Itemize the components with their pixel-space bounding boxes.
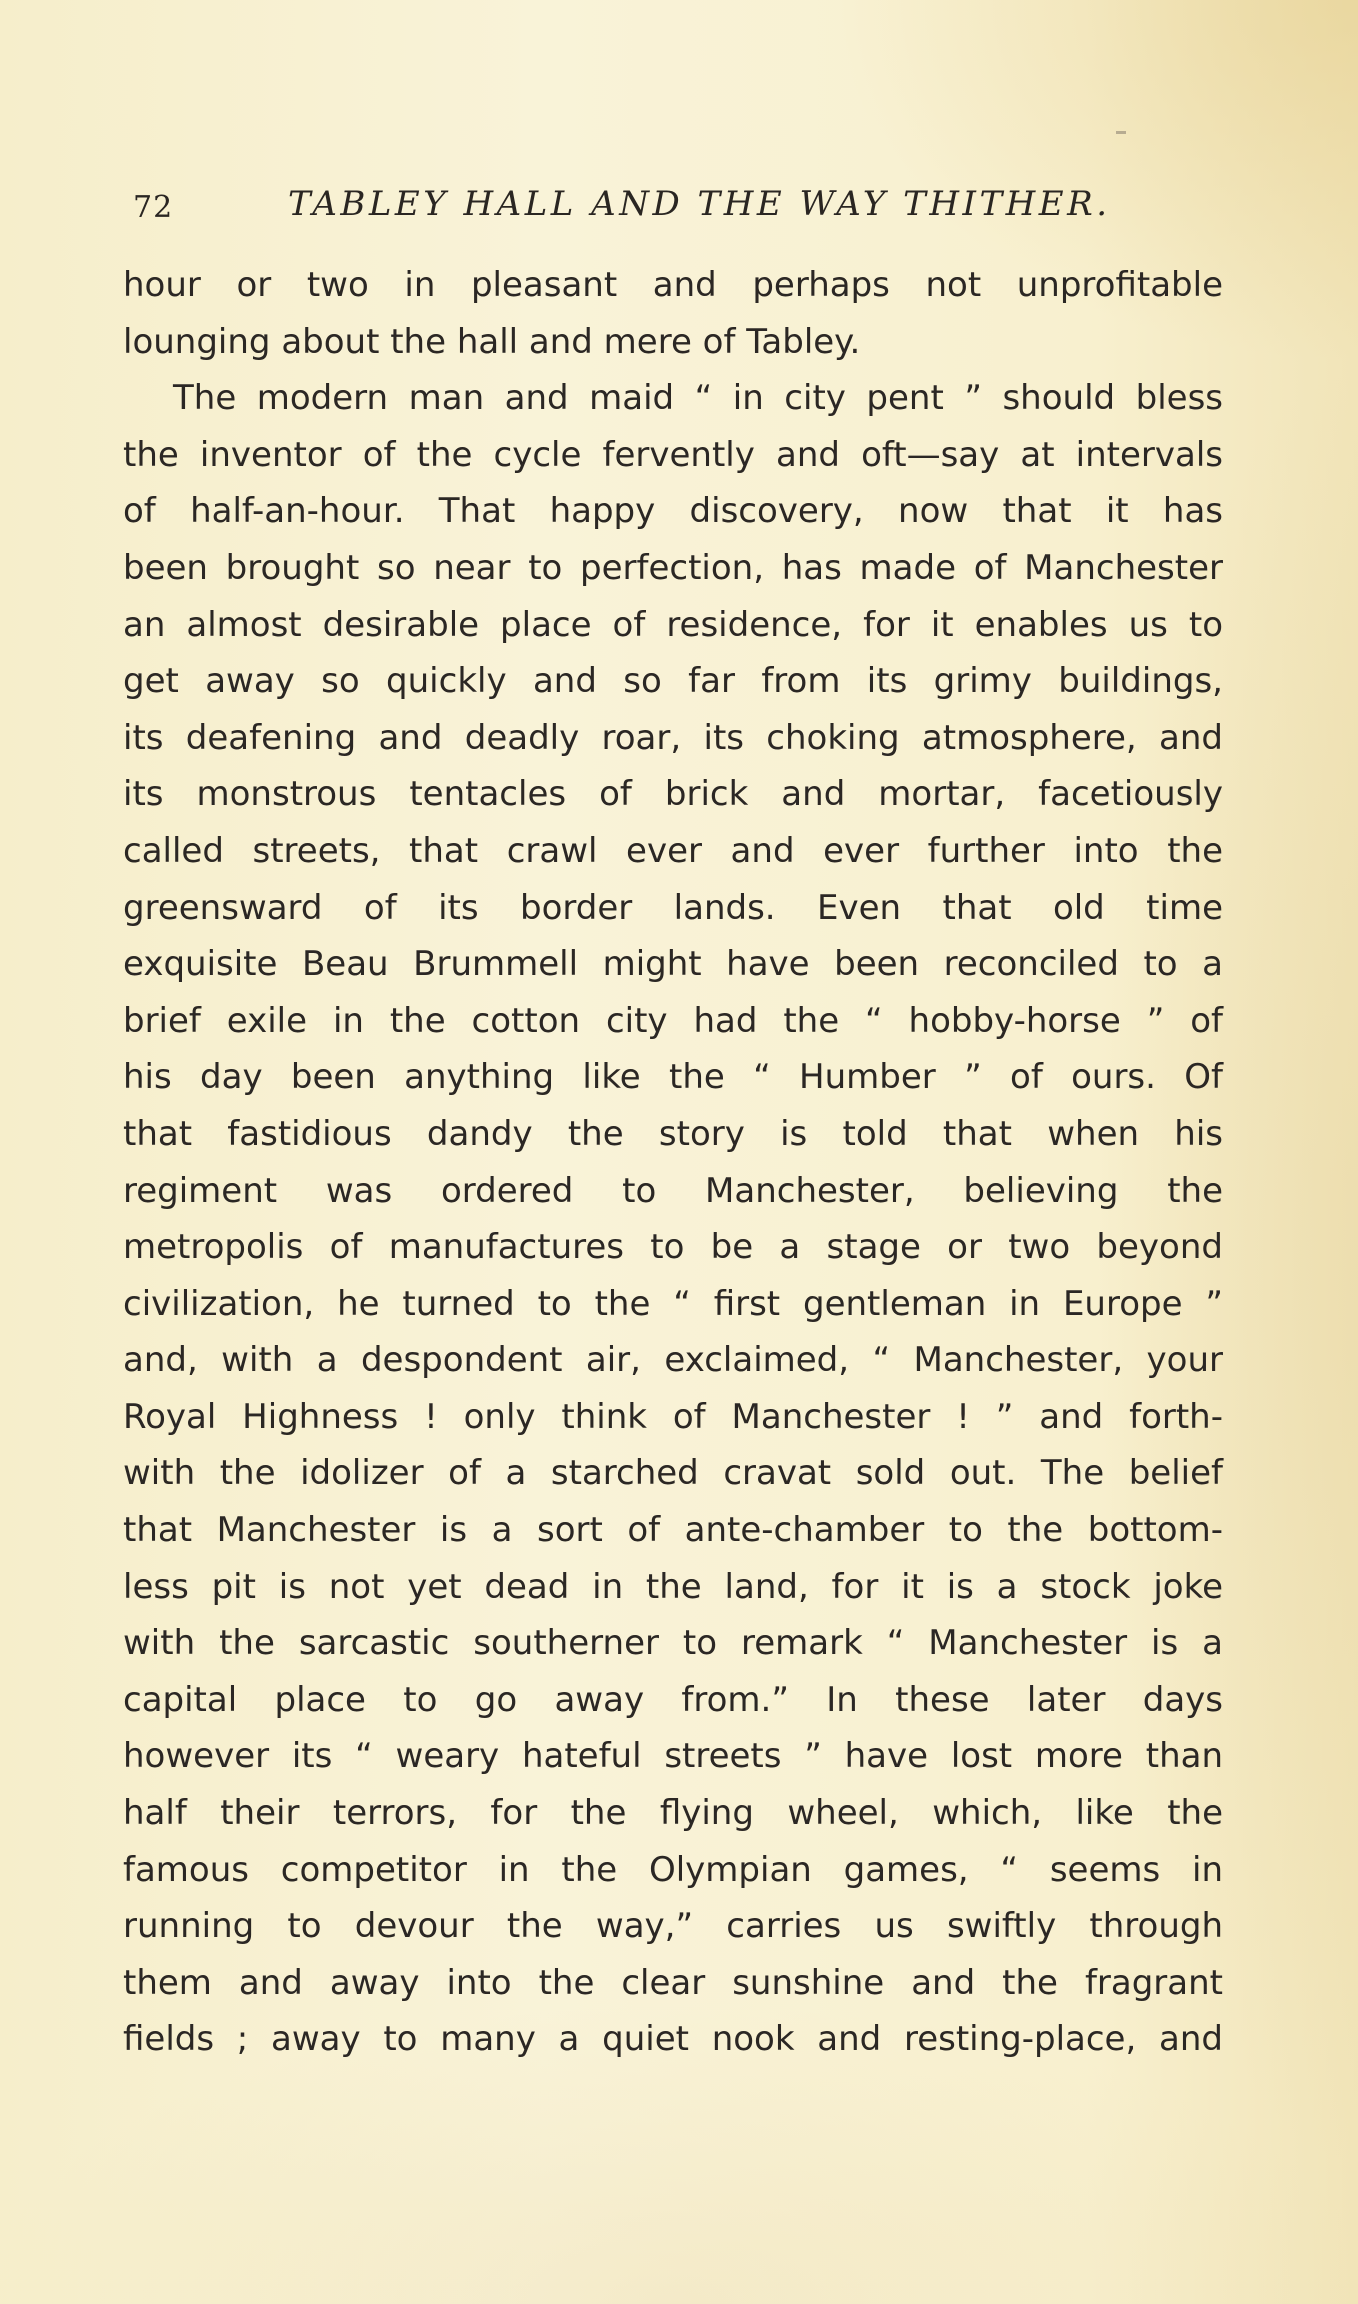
text-line: lounging about the hall and mere of Tabley. (123, 321, 861, 362)
text-line: famous competitor in the Olympian games, “ seems in (123, 1849, 1223, 1890)
text-line: hour or two in pleasant and perhaps not unprofitable (123, 265, 1223, 305)
text-line: less pit is not yet dead in the land, for it is a stock joke (123, 1566, 1223, 1607)
text-line: and, with a despondent air, exclaimed, “ Manchester, your (123, 1340, 1223, 1381)
text-line: brief exile in the cotton city had the “ hobby-horse ” of (123, 1000, 1223, 1041)
text-line: an almost desirable place of residence, for it enables us to (123, 604, 1223, 645)
text-line: with the idolizer of a starched cravat sold out. The belief (123, 1453, 1223, 1494)
text-line: them and away into the clear sunshine and the fragrant (123, 1962, 1223, 2003)
page-mark (1116, 131, 1126, 134)
text-line: half their terrors, for the flying wheel, which, like the (123, 1793, 1223, 1834)
body-text (123, 257, 1223, 2068)
text-line: regiment was ordered to Manchester, believing the (123, 1170, 1223, 1211)
text-line: civilization, he turned to the “ first gentleman in Europe ” (123, 1283, 1223, 1324)
text-line: of half-an-hour. That happy discovery, now that it has (123, 491, 1223, 532)
running-head (123, 180, 1223, 230)
text-line: Royal Highness ! only think of Manchester ! ” and forth- (123, 1396, 1223, 1437)
text-line: with the sarcastic southerner to remark “ Manchester is a (123, 1623, 1223, 1664)
text-line: that fastidious dandy the story is told that when his (123, 1113, 1223, 1154)
text-line: that Manchester is a sort of ante-chamber to the bottom- (123, 1510, 1223, 1551)
text-line: exquisite Beau Brummell might have been reconciled to a (123, 944, 1223, 985)
text-line: called streets, that crawl ever and ever further into the (123, 830, 1223, 871)
text-line: The modern man and maid “ in city pent ” should bless (173, 378, 1223, 419)
text-line: capital place to go away from.” In these later days (123, 1679, 1223, 1720)
text-line: been brought so near to perfection, has made of Manchester (123, 547, 1223, 588)
text-line: however its “ weary hateful streets ” have lost more than (123, 1736, 1223, 1777)
text-line: greensward of its border lands. Even that old time (123, 887, 1223, 928)
text-line: its deafening and deadly roar, its choking atmosphere, and (123, 717, 1223, 758)
text-line: running to devour the way,” carries us swiftly through (123, 1906, 1223, 1947)
page-number: 72 (133, 190, 174, 225)
text-line: the inventor of the cycle fervently and oft—say at intervals (123, 434, 1223, 475)
running-title: TABLEY HALL AND THE WAY THITHER. (288, 184, 1111, 224)
text-line: get away so quickly and so far from its grimy buildings, (123, 661, 1223, 702)
text-line: its monstrous tentacles of brick and mortar, facetiously (123, 774, 1223, 815)
text-line: fields ; away to many a quiet nook and resting-place, and (123, 2019, 1223, 2060)
text-line: metropolis of manufactures to be a stage or two beyond (123, 1227, 1223, 1268)
text-line: his day been anything like the “ Humber ” of ours. Of (123, 1057, 1223, 1098)
